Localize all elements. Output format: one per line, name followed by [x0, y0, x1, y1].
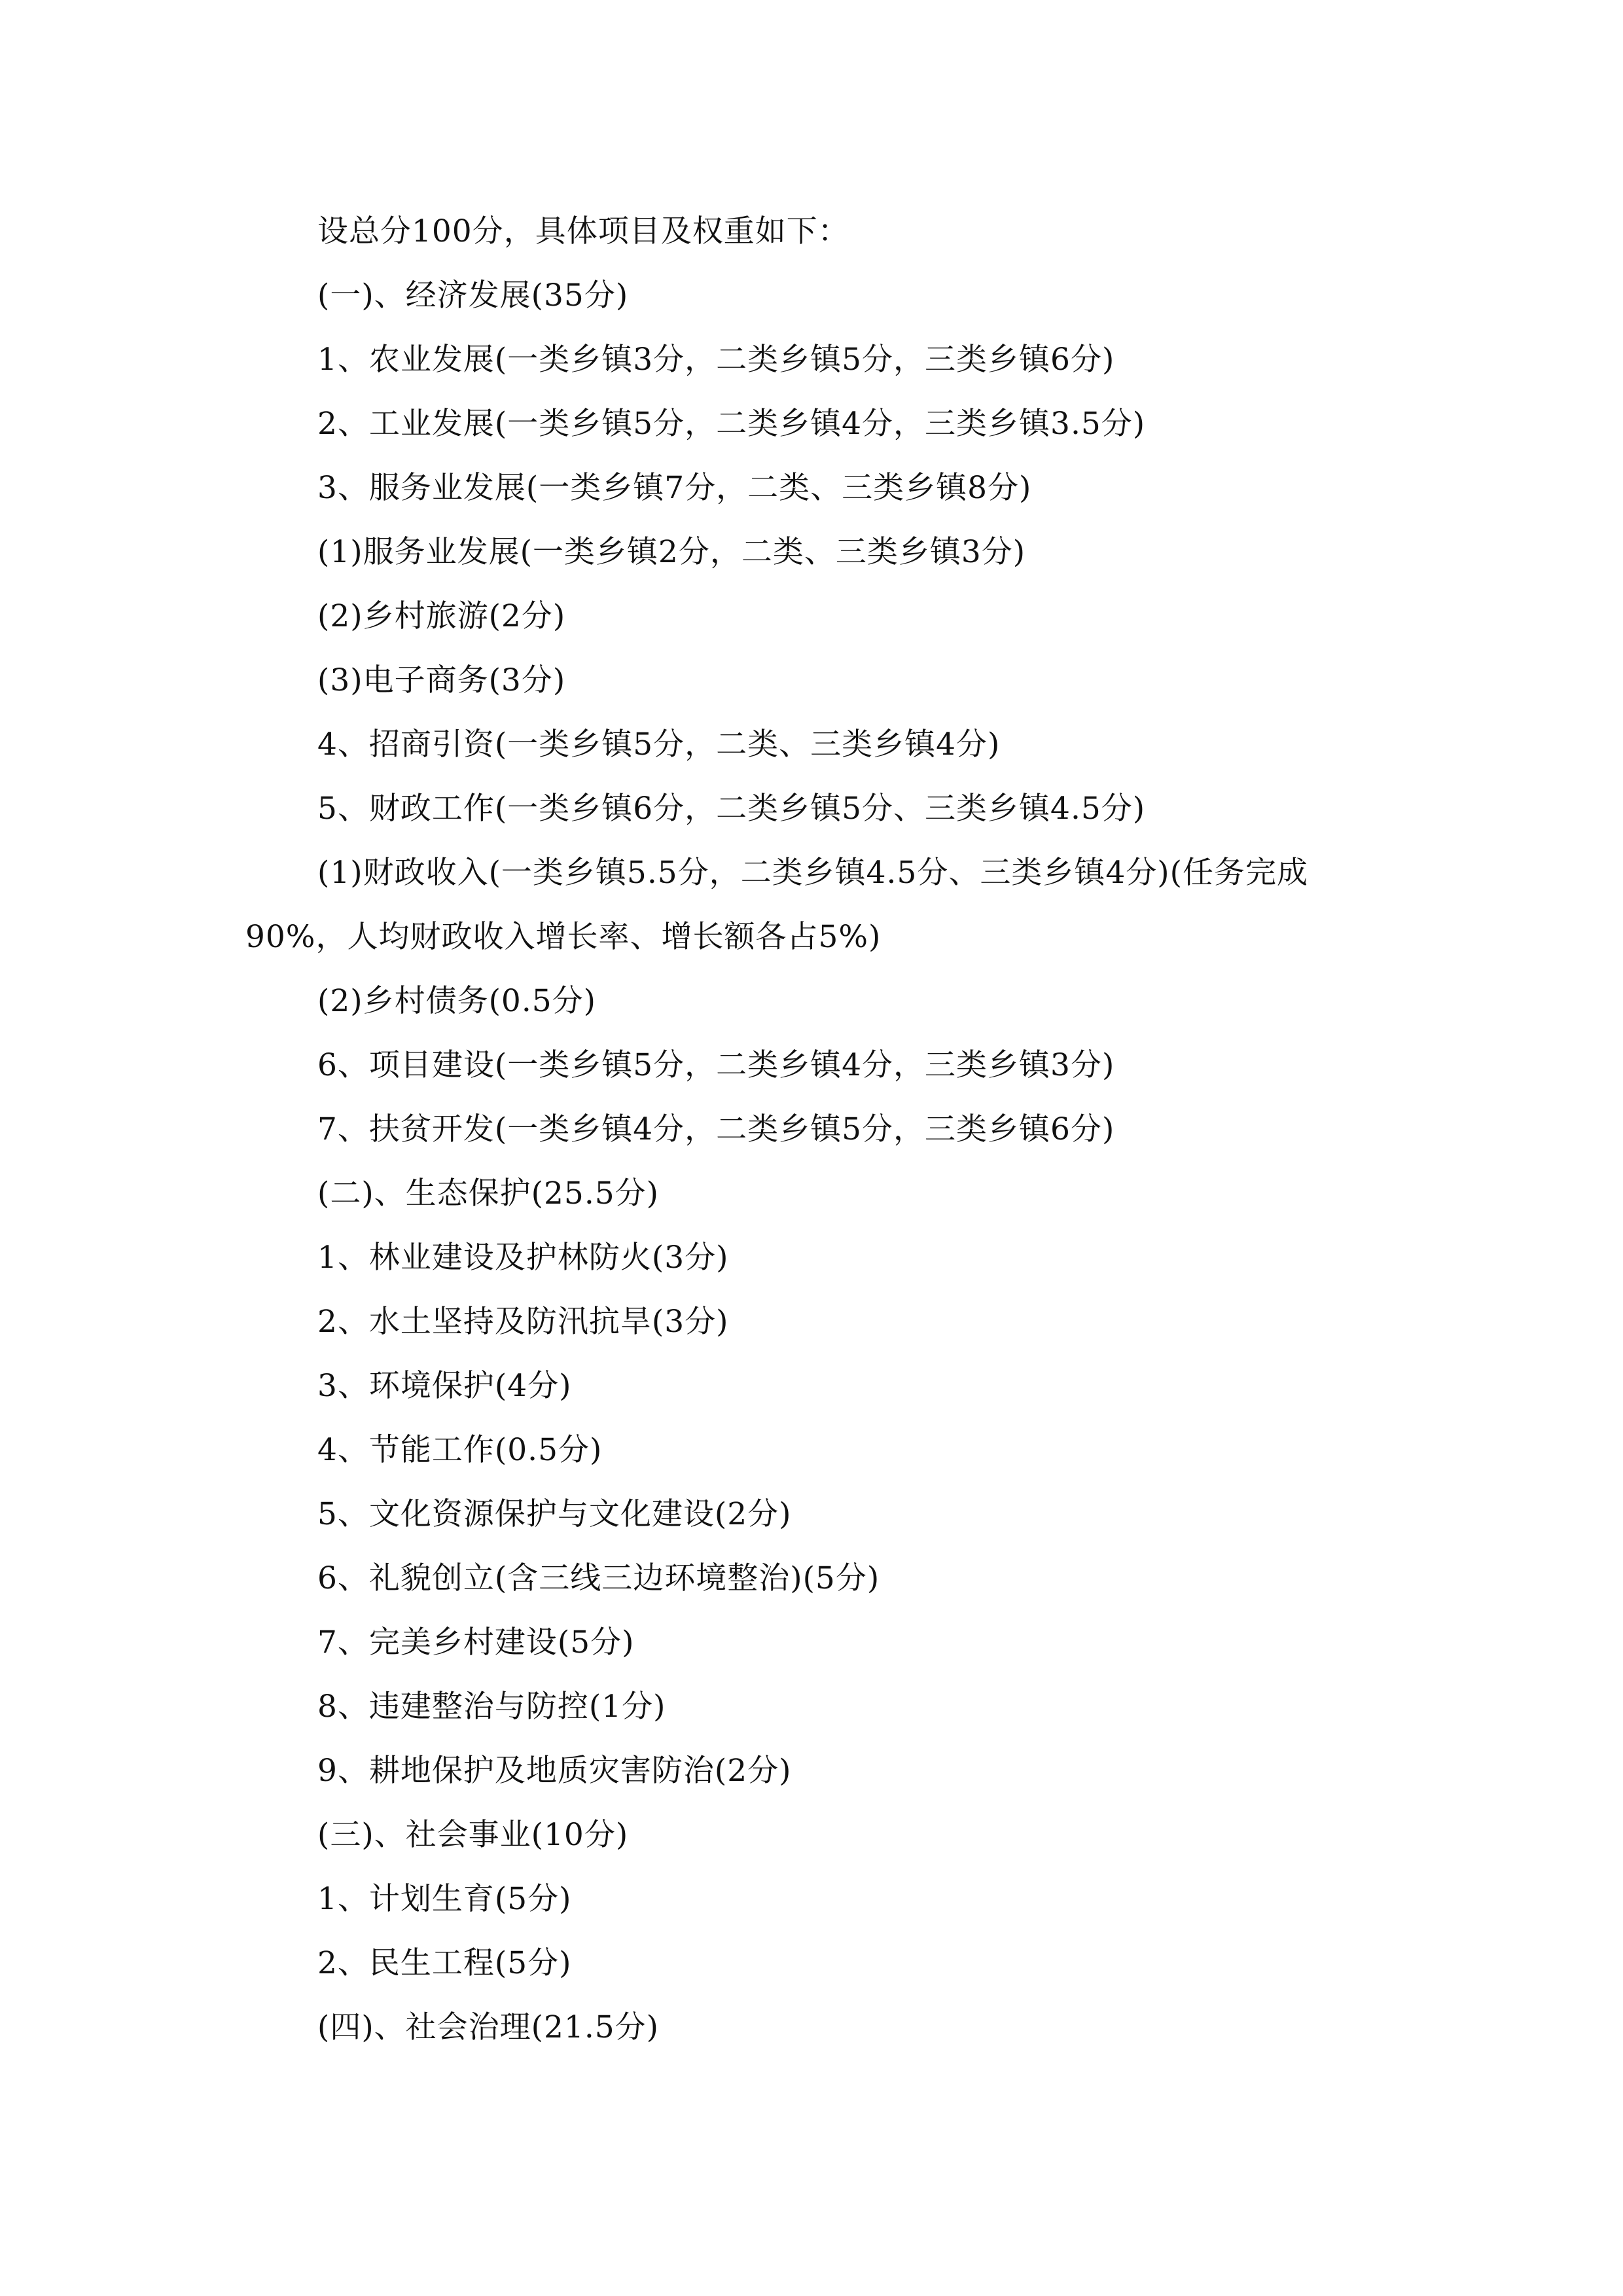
list-item: 3、环境保护(4分) — [317, 1368, 572, 1404]
list-item: 2、工业发展(一类乡镇5分，二类乡镇4分，三类乡镇3.5分) — [317, 406, 1146, 442]
sub-list-item: (1)服务业发展(一类乡镇2分，二类、三类乡镇3分) — [317, 534, 1026, 570]
list-item: 7、完美乡村建设(5分) — [317, 1624, 635, 1660]
intro-line: 设总分100分，具体项目及权重如下： — [317, 213, 849, 249]
sub-list-item: (3)电子商务(3分) — [317, 662, 566, 698]
list-item: 3、服务业发展(一类乡镇7分，二类、三类乡镇8分) — [317, 470, 1032, 506]
section-heading-ecology: (二)、生态保护(25.5分) — [317, 1175, 659, 1211]
sub-list-item: (2)乡村债务(0.5分) — [317, 983, 596, 1019]
continuation-line: 90%，人均财政收入增长率、增长额各占5%) — [245, 919, 882, 955]
list-item: 4、节能工作(0.5分) — [317, 1432, 603, 1468]
section-heading-social-governance: (四)、社会治理(21.5分) — [317, 2009, 659, 2045]
list-item: 5、文化资源保护与文化建设(2分) — [317, 1496, 792, 1532]
list-item: 4、招商引资(一类乡镇5分，二类、三类乡镇4分) — [317, 726, 1001, 762]
section-heading-economy: (一)、经济发展(35分) — [317, 278, 629, 314]
list-item: 1、林业建设及护林防火(3分) — [317, 1240, 729, 1276]
list-item: 5、财政工作(一类乡镇6分，二类乡镇5分、三类乡镇4.5分) — [317, 791, 1146, 827]
list-item: 6、礼貌创立(含三线三边环境整治)(5分) — [317, 1560, 880, 1596]
list-item: 8、违建整治与防控(1分) — [317, 1689, 666, 1725]
list-item: 2、水土坚持及防汛抗旱(3分) — [317, 1304, 729, 1340]
sub-list-item: (1)财政收入(一类乡镇5.5分，二类乡镇4.5分、三类乡镇4分)(任务完成 — [317, 855, 1308, 891]
list-item: 2、民生工程(5分) — [317, 1945, 572, 1981]
section-heading-social-affairs: (三)、社会事业(10分) — [317, 1817, 629, 1853]
document-body — [245, 200, 1378, 2060]
list-item: 1、农业发展(一类乡镇3分，二类乡镇5分，三类乡镇6分) — [317, 342, 1115, 378]
list-item: 9、耕地保护及地质灾害防治(2分) — [317, 1753, 792, 1789]
list-item: 1、计划生育(5分) — [317, 1881, 572, 1917]
list-item: 7、扶贫开发(一类乡镇4分，二类乡镇5分，三类乡镇6分) — [317, 1111, 1115, 1147]
list-item: 6、项目建设(一类乡镇5分，二类乡镇4分，三类乡镇3分) — [317, 1047, 1115, 1083]
sub-list-item: (2)乡村旅游(2分) — [317, 598, 566, 634]
